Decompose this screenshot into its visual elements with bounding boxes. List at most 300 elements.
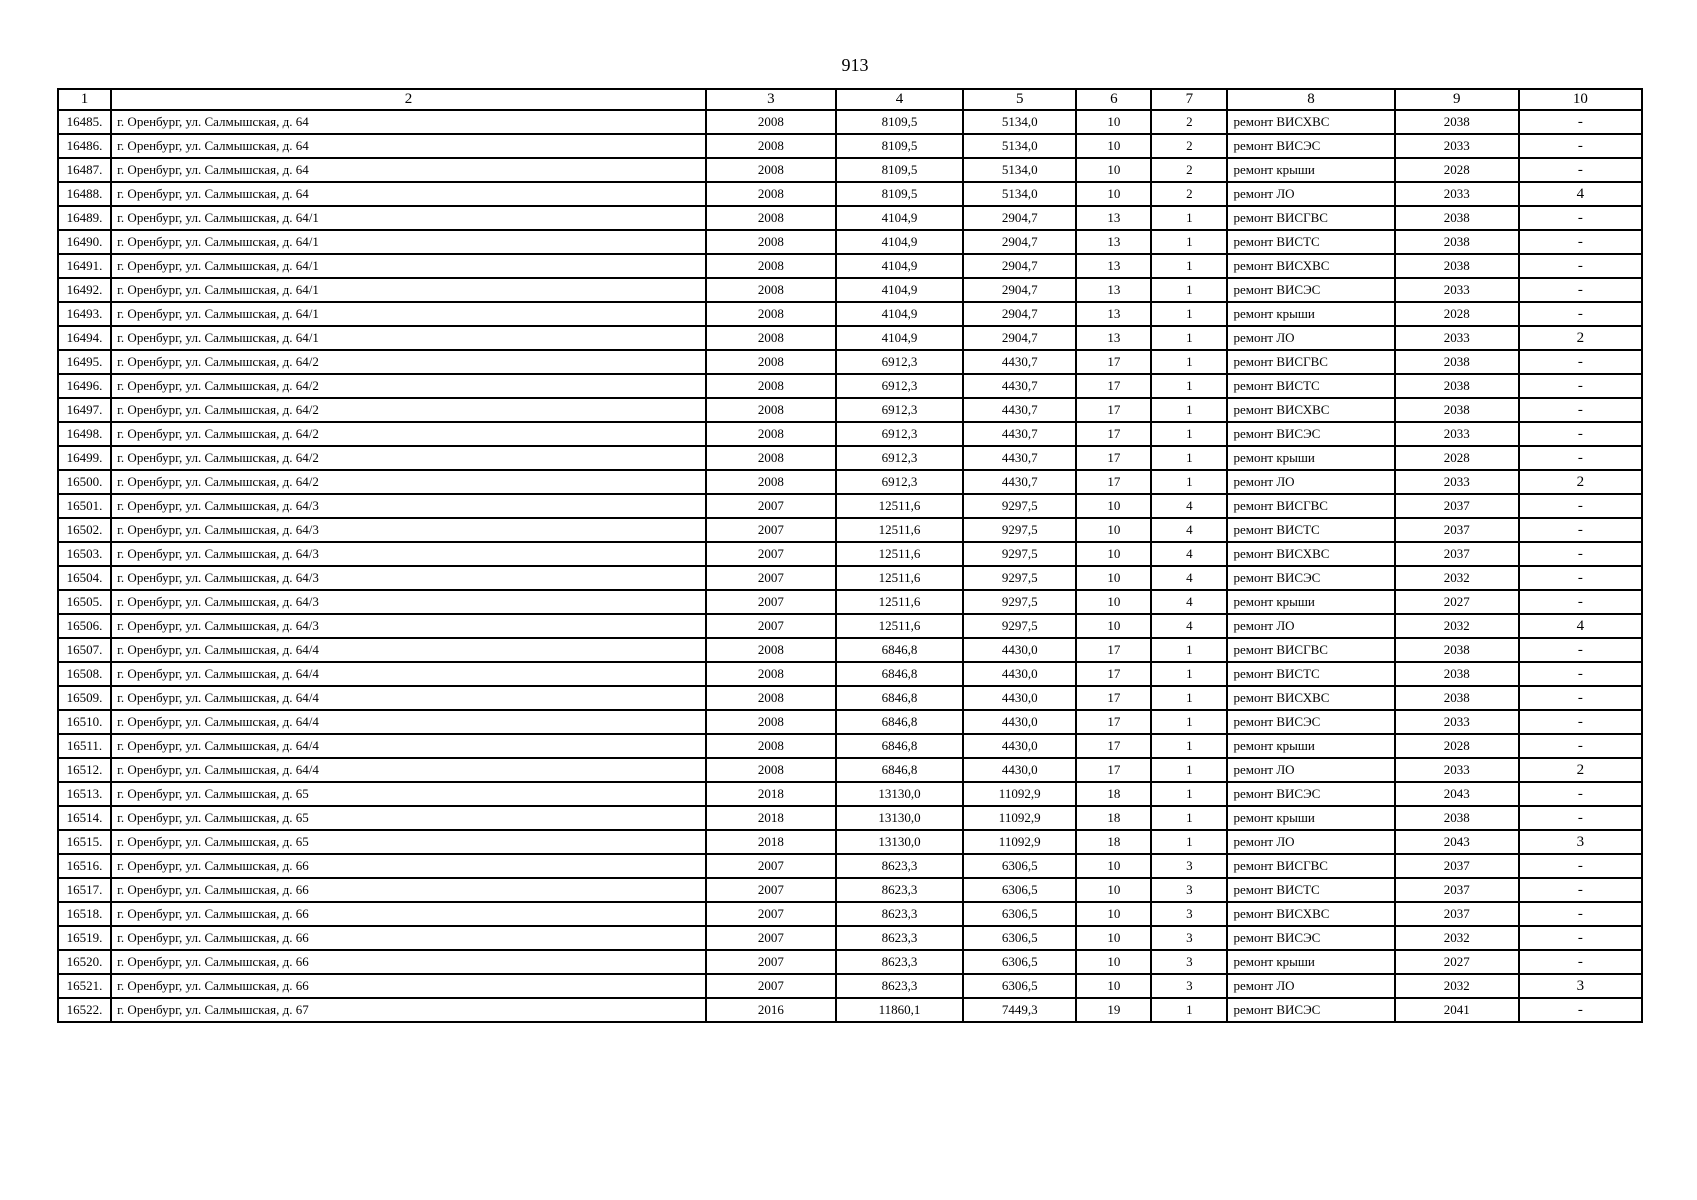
work-type-cell: ремонт ВИСГВС bbox=[1227, 494, 1394, 518]
work-type-cell: ремонт ВИСЭС bbox=[1227, 278, 1394, 302]
plan-year-cell: 2038 bbox=[1395, 374, 1519, 398]
elevators-cell: - bbox=[1519, 494, 1642, 518]
plan-year-cell: 2037 bbox=[1395, 902, 1519, 926]
year-cell: 2007 bbox=[706, 926, 836, 950]
elevators-cell: 3 bbox=[1519, 830, 1642, 854]
floors-cell: 13 bbox=[1076, 278, 1151, 302]
total-area-cell: 6846,8 bbox=[836, 758, 963, 782]
year-cell: 2007 bbox=[706, 590, 836, 614]
row-number-cell: 16503. bbox=[58, 542, 111, 566]
total-area-cell: 12511,6 bbox=[836, 518, 963, 542]
floors-cell: 10 bbox=[1076, 614, 1151, 638]
plan-year-cell: 2027 bbox=[1395, 950, 1519, 974]
page-number: 913 bbox=[841, 55, 869, 75]
total-area-cell: 6846,8 bbox=[836, 686, 963, 710]
living-area-cell: 5134,0 bbox=[963, 182, 1076, 206]
work-type-cell: ремонт ВИСХВС bbox=[1227, 254, 1394, 278]
elevators-cell: - bbox=[1519, 134, 1642, 158]
plan-year-cell: 2037 bbox=[1395, 494, 1519, 518]
elevators-cell: - bbox=[1519, 398, 1642, 422]
total-area-cell: 8623,3 bbox=[836, 878, 963, 902]
entrances-cell: 4 bbox=[1151, 614, 1227, 638]
entrances-cell: 1 bbox=[1151, 638, 1227, 662]
entrances-cell: 3 bbox=[1151, 926, 1227, 950]
total-area-cell: 4104,9 bbox=[836, 254, 963, 278]
year-cell: 2018 bbox=[706, 806, 836, 830]
elevators-cell: 3 bbox=[1519, 974, 1642, 998]
row-number-cell: 16513. bbox=[58, 782, 111, 806]
plan-year-cell: 2041 bbox=[1395, 998, 1519, 1022]
row-number-cell: 16517. bbox=[58, 878, 111, 902]
elevators-cell: - bbox=[1519, 734, 1642, 758]
living-area-cell: 4430,0 bbox=[963, 710, 1076, 734]
year-cell: 2008 bbox=[706, 134, 836, 158]
work-type-cell: ремонт ВИСЭС bbox=[1227, 782, 1394, 806]
year-cell: 2007 bbox=[706, 950, 836, 974]
entrances-cell: 1 bbox=[1151, 830, 1227, 854]
entrances-cell: 1 bbox=[1151, 734, 1227, 758]
table-row bbox=[58, 734, 1642, 758]
work-type-cell: ремонт ЛО bbox=[1227, 326, 1394, 350]
table-row bbox=[58, 950, 1642, 974]
plan-year-cell: 2033 bbox=[1395, 710, 1519, 734]
plan-year-cell: 2037 bbox=[1395, 854, 1519, 878]
table-row bbox=[58, 662, 1642, 686]
living-area-cell: 4430,7 bbox=[963, 470, 1076, 494]
work-type-cell: ремонт ВИСЭС bbox=[1227, 566, 1394, 590]
year-cell: 2008 bbox=[706, 302, 836, 326]
year-cell: 2007 bbox=[706, 854, 836, 878]
row-number-cell: 16493. bbox=[58, 302, 111, 326]
living-area-cell: 6306,5 bbox=[963, 926, 1076, 950]
living-area-cell: 2904,7 bbox=[963, 302, 1076, 326]
row-number-cell: 16516. bbox=[58, 854, 111, 878]
work-type-cell: ремонт ВИСХВС bbox=[1227, 686, 1394, 710]
year-cell: 2008 bbox=[706, 206, 836, 230]
column-header: 2 bbox=[111, 89, 706, 110]
row-number-cell: 16504. bbox=[58, 566, 111, 590]
plan-year-cell: 2032 bbox=[1395, 926, 1519, 950]
floors-cell: 17 bbox=[1076, 446, 1151, 470]
elevators-cell: - bbox=[1519, 806, 1642, 830]
living-area-cell: 6306,5 bbox=[963, 854, 1076, 878]
row-number-cell: 16491. bbox=[58, 254, 111, 278]
floors-cell: 17 bbox=[1076, 350, 1151, 374]
work-type-cell: ремонт крыши bbox=[1227, 302, 1394, 326]
floors-cell: 17 bbox=[1076, 398, 1151, 422]
floors-cell: 13 bbox=[1076, 302, 1151, 326]
entrances-cell: 1 bbox=[1151, 782, 1227, 806]
table-row bbox=[58, 302, 1642, 326]
total-area-cell: 6846,8 bbox=[836, 734, 963, 758]
table-row bbox=[58, 326, 1642, 350]
floors-cell: 17 bbox=[1076, 734, 1151, 758]
living-area-cell: 5134,0 bbox=[963, 134, 1076, 158]
row-number-cell: 16502. bbox=[58, 518, 111, 542]
total-area-cell: 8623,3 bbox=[836, 974, 963, 998]
address-cell: г. Оренбург, ул. Салмышская, д. 64 bbox=[111, 110, 706, 134]
plan-year-cell: 2043 bbox=[1395, 782, 1519, 806]
elevators-cell: 4 bbox=[1519, 614, 1642, 638]
work-type-cell: ремонт ВИСХВС bbox=[1227, 902, 1394, 926]
year-cell: 2008 bbox=[706, 158, 836, 182]
floors-cell: 18 bbox=[1076, 830, 1151, 854]
floors-cell: 13 bbox=[1076, 230, 1151, 254]
living-area-cell: 9297,5 bbox=[963, 590, 1076, 614]
living-area-cell: 4430,0 bbox=[963, 686, 1076, 710]
plan-year-cell: 2033 bbox=[1395, 470, 1519, 494]
row-number-cell: 16508. bbox=[58, 662, 111, 686]
entrances-cell: 1 bbox=[1151, 806, 1227, 830]
work-type-cell: ремонт крыши bbox=[1227, 446, 1394, 470]
entrances-cell: 1 bbox=[1151, 686, 1227, 710]
plan-year-cell: 2038 bbox=[1395, 686, 1519, 710]
table-row bbox=[58, 878, 1642, 902]
year-cell: 2008 bbox=[706, 278, 836, 302]
year-cell: 2018 bbox=[706, 782, 836, 806]
elevators-cell: - bbox=[1519, 782, 1642, 806]
year-cell: 2008 bbox=[706, 398, 836, 422]
living-area-cell: 4430,0 bbox=[963, 734, 1076, 758]
work-type-cell: ремонт ВИСГВС bbox=[1227, 638, 1394, 662]
total-area-cell: 6912,3 bbox=[836, 350, 963, 374]
row-number-cell: 16495. bbox=[58, 350, 111, 374]
entrances-cell: 4 bbox=[1151, 542, 1227, 566]
floors-cell: 13 bbox=[1076, 254, 1151, 278]
elevators-cell: - bbox=[1519, 998, 1642, 1022]
floors-cell: 19 bbox=[1076, 998, 1151, 1022]
total-area-cell: 12511,6 bbox=[836, 590, 963, 614]
living-area-cell: 4430,7 bbox=[963, 422, 1076, 446]
data-table bbox=[57, 88, 1643, 1023]
plan-year-cell: 2033 bbox=[1395, 326, 1519, 350]
total-area-cell: 6846,8 bbox=[836, 638, 963, 662]
address-cell: г. Оренбург, ул. Салмышская, д. 64/3 bbox=[111, 614, 706, 638]
total-area-cell: 4104,9 bbox=[836, 230, 963, 254]
living-area-cell: 9297,5 bbox=[963, 542, 1076, 566]
year-cell: 2018 bbox=[706, 830, 836, 854]
elevators-cell: - bbox=[1519, 158, 1642, 182]
table-row bbox=[58, 494, 1642, 518]
table-row bbox=[58, 518, 1642, 542]
column-header: 5 bbox=[963, 89, 1076, 110]
plan-year-cell: 2033 bbox=[1395, 422, 1519, 446]
table-row bbox=[58, 566, 1642, 590]
elevators-cell: - bbox=[1519, 518, 1642, 542]
table-row bbox=[58, 374, 1642, 398]
year-cell: 2008 bbox=[706, 758, 836, 782]
plan-year-cell: 2033 bbox=[1395, 758, 1519, 782]
work-type-cell: ремонт ЛО bbox=[1227, 614, 1394, 638]
table-row bbox=[58, 638, 1642, 662]
row-number-cell: 16511. bbox=[58, 734, 111, 758]
elevators-cell: - bbox=[1519, 446, 1642, 470]
address-cell: г. Оренбург, ул. Салмышская, д. 65 bbox=[111, 830, 706, 854]
address-cell: г. Оренбург, ул. Салмышская, д. 65 bbox=[111, 782, 706, 806]
row-number-cell: 16501. bbox=[58, 494, 111, 518]
total-area-cell: 8623,3 bbox=[836, 950, 963, 974]
year-cell: 2007 bbox=[706, 494, 836, 518]
plan-year-cell: 2032 bbox=[1395, 614, 1519, 638]
entrances-cell: 2 bbox=[1151, 134, 1227, 158]
entrances-cell: 3 bbox=[1151, 854, 1227, 878]
table-row bbox=[58, 710, 1642, 734]
work-type-cell: ремонт ЛО bbox=[1227, 470, 1394, 494]
address-cell: г. Оренбург, ул. Салмышская, д. 64/2 bbox=[111, 374, 706, 398]
row-number-cell: 16486. bbox=[58, 134, 111, 158]
table-row bbox=[58, 350, 1642, 374]
table-row bbox=[58, 110, 1642, 134]
row-number-cell: 16498. bbox=[58, 422, 111, 446]
year-cell: 2016 bbox=[706, 998, 836, 1022]
row-number-cell: 16505. bbox=[58, 590, 111, 614]
address-cell: г. Оренбург, ул. Салмышская, д. 64/4 bbox=[111, 638, 706, 662]
address-cell: г. Оренбург, ул. Салмышская, д. 64/4 bbox=[111, 686, 706, 710]
total-area-cell: 12511,6 bbox=[836, 614, 963, 638]
elevators-cell: - bbox=[1519, 278, 1642, 302]
row-number-cell: 16509. bbox=[58, 686, 111, 710]
entrances-cell: 1 bbox=[1151, 758, 1227, 782]
year-cell: 2008 bbox=[706, 734, 836, 758]
elevators-cell: - bbox=[1519, 206, 1642, 230]
elevators-cell: - bbox=[1519, 302, 1642, 326]
table-row bbox=[58, 998, 1642, 1022]
elevators-cell: - bbox=[1519, 686, 1642, 710]
total-area-cell: 8109,5 bbox=[836, 158, 963, 182]
entrances-cell: 1 bbox=[1151, 998, 1227, 1022]
work-type-cell: ремонт ВИСТС bbox=[1227, 374, 1394, 398]
floors-cell: 10 bbox=[1076, 542, 1151, 566]
work-type-cell: ремонт ЛО bbox=[1227, 974, 1394, 998]
living-area-cell: 4430,0 bbox=[963, 758, 1076, 782]
table-row bbox=[58, 854, 1642, 878]
work-type-cell: ремонт ЛО bbox=[1227, 182, 1394, 206]
work-type-cell: ремонт крыши bbox=[1227, 734, 1394, 758]
elevators-cell: 4 bbox=[1519, 182, 1642, 206]
work-type-cell: ремонт ВИСГВС bbox=[1227, 350, 1394, 374]
row-number-cell: 16514. bbox=[58, 806, 111, 830]
floors-cell: 17 bbox=[1076, 470, 1151, 494]
address-cell: г. Оренбург, ул. Салмышская, д. 66 bbox=[111, 974, 706, 998]
year-cell: 2008 bbox=[706, 182, 836, 206]
year-cell: 2008 bbox=[706, 422, 836, 446]
plan-year-cell: 2037 bbox=[1395, 878, 1519, 902]
work-type-cell: ремонт ЛО bbox=[1227, 830, 1394, 854]
floors-cell: 17 bbox=[1076, 662, 1151, 686]
plan-year-cell: 2037 bbox=[1395, 542, 1519, 566]
floors-cell: 13 bbox=[1076, 326, 1151, 350]
entrances-cell: 1 bbox=[1151, 470, 1227, 494]
living-area-cell: 4430,7 bbox=[963, 374, 1076, 398]
table-row bbox=[58, 158, 1642, 182]
row-number-cell: 16489. bbox=[58, 206, 111, 230]
total-area-cell: 11860,1 bbox=[836, 998, 963, 1022]
living-area-cell: 9297,5 bbox=[963, 566, 1076, 590]
work-type-cell: ремонт ВИСТС bbox=[1227, 662, 1394, 686]
work-type-cell: ремонт ВИСХВС bbox=[1227, 398, 1394, 422]
entrances-cell: 1 bbox=[1151, 350, 1227, 374]
year-cell: 2007 bbox=[706, 974, 836, 998]
floors-cell: 17 bbox=[1076, 638, 1151, 662]
plan-year-cell: 2038 bbox=[1395, 110, 1519, 134]
entrances-cell: 1 bbox=[1151, 398, 1227, 422]
elevators-cell: - bbox=[1519, 638, 1642, 662]
work-type-cell: ремонт ВИСХВС bbox=[1227, 542, 1394, 566]
address-cell: г. Оренбург, ул. Салмышская, д. 66 bbox=[111, 878, 706, 902]
total-area-cell: 6912,3 bbox=[836, 398, 963, 422]
living-area-cell: 7449,3 bbox=[963, 998, 1076, 1022]
entrances-cell: 1 bbox=[1151, 230, 1227, 254]
row-number-cell: 16497. bbox=[58, 398, 111, 422]
total-area-cell: 4104,9 bbox=[836, 206, 963, 230]
row-number-cell: 16492. bbox=[58, 278, 111, 302]
work-type-cell: ремонт ВИСЭС bbox=[1227, 422, 1394, 446]
table-row bbox=[58, 782, 1642, 806]
column-header: 3 bbox=[706, 89, 836, 110]
plan-year-cell: 2038 bbox=[1395, 350, 1519, 374]
entrances-cell: 2 bbox=[1151, 158, 1227, 182]
work-type-cell: ремонт крыши bbox=[1227, 590, 1394, 614]
living-area-cell: 5134,0 bbox=[963, 158, 1076, 182]
total-area-cell: 6912,3 bbox=[836, 470, 963, 494]
row-number-cell: 16488. bbox=[58, 182, 111, 206]
year-cell: 2008 bbox=[706, 326, 836, 350]
elevators-cell: 2 bbox=[1519, 758, 1642, 782]
floors-cell: 10 bbox=[1076, 854, 1151, 878]
entrances-cell: 3 bbox=[1151, 878, 1227, 902]
plan-year-cell: 2028 bbox=[1395, 302, 1519, 326]
address-cell: г. Оренбург, ул. Салмышская, д. 64/2 bbox=[111, 470, 706, 494]
entrances-cell: 2 bbox=[1151, 110, 1227, 134]
total-area-cell: 6846,8 bbox=[836, 662, 963, 686]
address-cell: г. Оренбург, ул. Салмышская, д. 64/4 bbox=[111, 710, 706, 734]
row-number-cell: 16485. bbox=[58, 110, 111, 134]
plan-year-cell: 2033 bbox=[1395, 182, 1519, 206]
row-number-cell: 16510. bbox=[58, 710, 111, 734]
column-header: 7 bbox=[1151, 89, 1227, 110]
total-area-cell: 4104,9 bbox=[836, 326, 963, 350]
living-area-cell: 4430,0 bbox=[963, 638, 1076, 662]
address-cell: г. Оренбург, ул. Салмышская, д. 64/3 bbox=[111, 518, 706, 542]
elevators-cell: - bbox=[1519, 662, 1642, 686]
table-row bbox=[58, 806, 1642, 830]
row-number-cell: 16515. bbox=[58, 830, 111, 854]
column-header: 10 bbox=[1519, 89, 1642, 110]
row-number-cell: 16518. bbox=[58, 902, 111, 926]
entrances-cell: 3 bbox=[1151, 902, 1227, 926]
work-type-cell: ремонт ВИСГВС bbox=[1227, 206, 1394, 230]
floors-cell: 17 bbox=[1076, 686, 1151, 710]
table-row bbox=[58, 614, 1642, 638]
plan-year-cell: 2033 bbox=[1395, 278, 1519, 302]
total-area-cell: 8109,5 bbox=[836, 134, 963, 158]
table-row bbox=[58, 542, 1642, 566]
plan-year-cell: 2038 bbox=[1395, 806, 1519, 830]
living-area-cell: 6306,5 bbox=[963, 950, 1076, 974]
entrances-cell: 1 bbox=[1151, 446, 1227, 470]
address-cell: г. Оренбург, ул. Салмышская, д. 64/1 bbox=[111, 230, 706, 254]
total-area-cell: 6912,3 bbox=[836, 422, 963, 446]
living-area-cell: 6306,5 bbox=[963, 902, 1076, 926]
entrances-cell: 3 bbox=[1151, 950, 1227, 974]
floors-cell: 10 bbox=[1076, 566, 1151, 590]
table-row bbox=[58, 422, 1642, 446]
plan-year-cell: 2028 bbox=[1395, 446, 1519, 470]
year-cell: 2008 bbox=[706, 686, 836, 710]
plan-year-cell: 2028 bbox=[1395, 158, 1519, 182]
total-area-cell: 12511,6 bbox=[836, 542, 963, 566]
living-area-cell: 11092,9 bbox=[963, 830, 1076, 854]
plan-year-cell: 2038 bbox=[1395, 398, 1519, 422]
row-number-cell: 16487. bbox=[58, 158, 111, 182]
entrances-cell: 1 bbox=[1151, 662, 1227, 686]
row-number-cell: 16520. bbox=[58, 950, 111, 974]
floors-cell: 17 bbox=[1076, 710, 1151, 734]
floors-cell: 18 bbox=[1076, 782, 1151, 806]
column-header: 1 bbox=[58, 89, 111, 110]
entrances-cell: 1 bbox=[1151, 326, 1227, 350]
year-cell: 2008 bbox=[706, 374, 836, 398]
entrances-cell: 1 bbox=[1151, 710, 1227, 734]
work-type-cell: ремонт ВИСХВС bbox=[1227, 110, 1394, 134]
address-cell: г. Оренбург, ул. Салмышская, д. 67 bbox=[111, 998, 706, 1022]
elevators-cell: - bbox=[1519, 950, 1642, 974]
total-area-cell: 12511,6 bbox=[836, 566, 963, 590]
floors-cell: 17 bbox=[1076, 758, 1151, 782]
floors-cell: 10 bbox=[1076, 878, 1151, 902]
living-area-cell: 2904,7 bbox=[963, 230, 1076, 254]
entrances-cell: 2 bbox=[1151, 182, 1227, 206]
address-cell: г. Оренбург, ул. Салмышская, д. 64/1 bbox=[111, 206, 706, 230]
work-type-cell: ремонт ВИСЭС bbox=[1227, 710, 1394, 734]
elevators-cell: - bbox=[1519, 230, 1642, 254]
address-cell: г. Оренбург, ул. Салмышская, д. 64/3 bbox=[111, 566, 706, 590]
total-area-cell: 8623,3 bbox=[836, 926, 963, 950]
elevators-cell: - bbox=[1519, 902, 1642, 926]
total-area-cell: 6846,8 bbox=[836, 710, 963, 734]
entrances-cell: 4 bbox=[1151, 566, 1227, 590]
table-row bbox=[58, 974, 1642, 998]
living-area-cell: 11092,9 bbox=[963, 806, 1076, 830]
address-cell: г. Оренбург, ул. Салмышская, д. 64/3 bbox=[111, 494, 706, 518]
floors-cell: 10 bbox=[1076, 974, 1151, 998]
column-header: 4 bbox=[836, 89, 963, 110]
entrances-cell: 1 bbox=[1151, 374, 1227, 398]
floors-cell: 13 bbox=[1076, 206, 1151, 230]
elevators-cell: - bbox=[1519, 878, 1642, 902]
plan-year-cell: 2038 bbox=[1395, 638, 1519, 662]
row-number-cell: 16494. bbox=[58, 326, 111, 350]
address-cell: г. Оренбург, ул. Салмышская, д. 64/1 bbox=[111, 278, 706, 302]
year-cell: 2008 bbox=[706, 446, 836, 470]
plan-year-cell: 2038 bbox=[1395, 254, 1519, 278]
table-row bbox=[58, 134, 1642, 158]
living-area-cell: 2904,7 bbox=[963, 278, 1076, 302]
work-type-cell: ремонт ЛО bbox=[1227, 758, 1394, 782]
elevators-cell: 2 bbox=[1519, 470, 1642, 494]
floors-cell: 10 bbox=[1076, 494, 1151, 518]
living-area-cell: 5134,0 bbox=[963, 110, 1076, 134]
address-cell: г. Оренбург, ул. Салмышская, д. 64 bbox=[111, 158, 706, 182]
total-area-cell: 8109,5 bbox=[836, 182, 963, 206]
table-row bbox=[58, 398, 1642, 422]
floors-cell: 10 bbox=[1076, 902, 1151, 926]
address-cell: г. Оренбург, ул. Салмышская, д. 64/3 bbox=[111, 542, 706, 566]
year-cell: 2007 bbox=[706, 878, 836, 902]
floors-cell: 17 bbox=[1076, 422, 1151, 446]
address-cell: г. Оренбург, ул. Салмышская, д. 64 bbox=[111, 182, 706, 206]
year-cell: 2007 bbox=[706, 614, 836, 638]
